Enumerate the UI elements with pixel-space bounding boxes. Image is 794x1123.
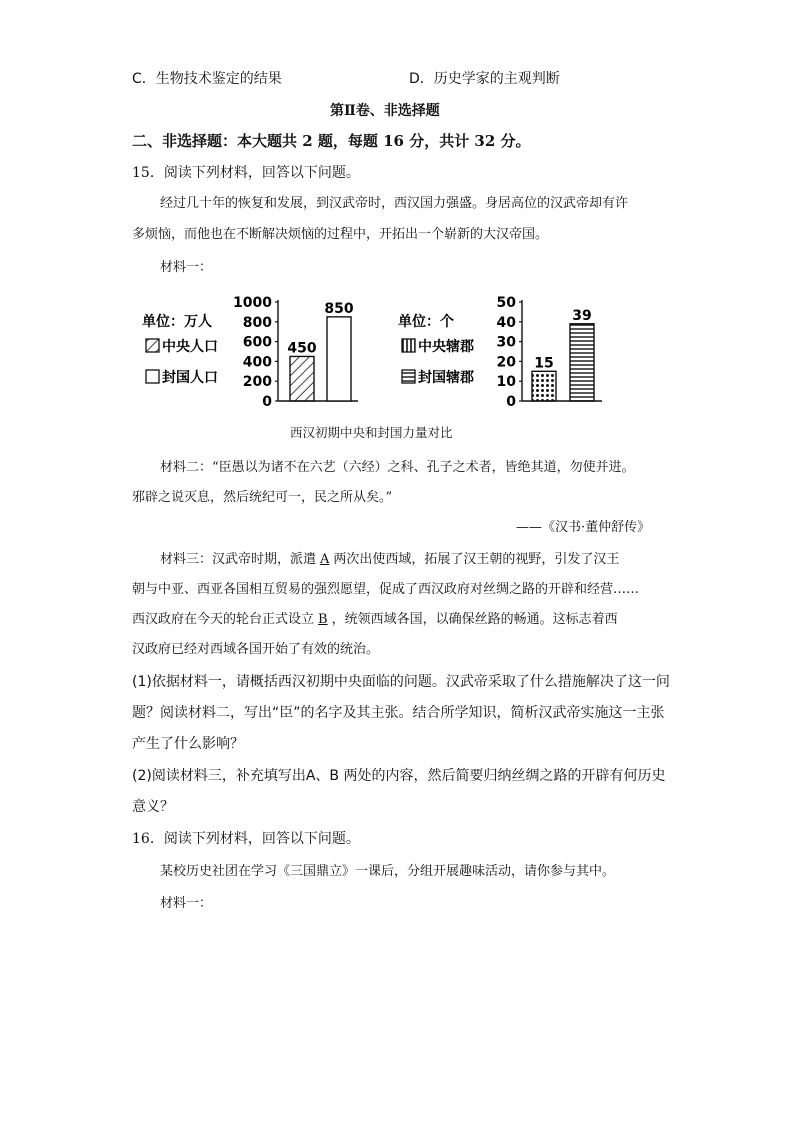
chart1-legend-label: 中央人口 (162, 339, 218, 355)
q16-intro: 某校历史社团在学习《三国鼎立》一课后，分组开展趣味活动，请你参与其中。 (160, 864, 616, 879)
q15-material1-label: 材料一： (160, 260, 213, 275)
chart2-unit-label: 单位：个 (398, 314, 454, 330)
chart2-data-label: 39 (572, 307, 592, 324)
blank-a: A (320, 552, 330, 567)
chart1-unit-label: 单位：万人 (142, 314, 212, 330)
q15-material3-line2: 朝与中亚、西亚各国相互贸易的强烈愿望，促成了西汉政府对丝绸之路的开辟和经营…… (132, 582, 640, 597)
material3-text-a: 材料三：汉武帝时期，派遣 (160, 552, 317, 567)
chart1-data-label: 450 (287, 340, 317, 357)
section-title: 第Ⅱ卷、非选择题 (330, 103, 440, 119)
chart1-bar (327, 317, 351, 401)
chart1-ytick-label: 800 (242, 314, 272, 331)
strength-comparison-chart (130, 288, 630, 418)
chart2-ytick-label: 20 (496, 354, 516, 371)
section-heading: 二、非选择题：本大题共 2 题，每题 16 分，共计 32 分。 (132, 132, 531, 150)
option-d: D．历史学家的主观判断 (409, 71, 560, 87)
chart2-ytick-label: 40 (496, 314, 516, 331)
chart1-legend-swatch (146, 370, 159, 383)
blank-b: B (318, 612, 328, 627)
chart1-data-label: 850 (324, 300, 354, 317)
q16-material1-label: 材料一： (160, 896, 213, 911)
chart2-bar (570, 324, 594, 401)
chart1-ytick-label: 200 (242, 374, 272, 391)
q15-sub1-line3: 产生了什么影响？ (132, 736, 244, 752)
chart1-legend-swatch (146, 339, 159, 352)
chart2-data-label: 15 (534, 355, 554, 372)
q15-intro-line2: 多烦恼，而他也在不断解决烦恼的过程中，开拓出一个崭新的大汉帝国。 (132, 227, 549, 242)
q15-material2-source: ——《汉书·董仲舒传》 (516, 520, 651, 535)
q15-sub2-line1: (2)阅读材料三，补充填写出A、B 两处的内容，然后简要归纳丝绸之路的开辟有何历史 (132, 768, 666, 784)
chart-caption: 西汉初期中央和封国力量对比 (290, 425, 453, 440)
q15-material2-line2: 邪辟之说灭息，然后统纪可一，民之所从矣。” (132, 490, 393, 505)
chart2-legend-swatch (402, 339, 415, 352)
chart1-ytick-label: 1000 (233, 295, 272, 311)
q16-stem: 16．阅读下列材料，回答以下问题。 (132, 831, 360, 847)
q15-material3-line3 (132, 608, 618, 627)
chart1-ytick-label: 600 (242, 334, 272, 351)
material3-text-d: ，统领西域各国，以确保丝路的畅通。这标志着西 (331, 612, 618, 627)
material3-text-c: 西汉政府在今天的轮台正式设立 (132, 612, 315, 627)
q15-sub1-line1: (1)依据材料一，请概括西汉初期中央面临的问题。汉武帝采取了什么措施解决了这一问 (132, 674, 670, 690)
q15-stem: 15．阅读下列材料，回答以下问题。 (132, 165, 360, 181)
option-c: C．生物技术鉴定的结果 (132, 71, 282, 87)
q15-material3-line4: 汉政府已经对西域各国开始了有效的统治。 (132, 642, 380, 657)
q15-sub1-line2: 题？阅读材料二，写出“臣”的名字及其主张。结合所学知识，简析汉武帝实施这一主张 (132, 705, 665, 721)
chart2-legend-swatch (402, 370, 415, 383)
chart2-ytick-label: 50 (496, 295, 516, 311)
material3-text-b: 两次出使西域，拓展了汉王朝的视野，引发了汉王 (333, 552, 620, 567)
q15-material3-line1 (160, 548, 619, 567)
chart2-legend-label: 封国辖郡 (418, 370, 474, 386)
chart2-ytick-label: 30 (496, 334, 516, 351)
q15-sub2-line2: 意义？ (132, 799, 174, 815)
chart2-ytick-label: 0 (506, 394, 516, 410)
chart1-ytick-label: 400 (242, 354, 272, 371)
chart1-legend-label: 封国人口 (162, 370, 218, 386)
chart1-bar (290, 356, 314, 401)
chart2-legend-label: 中央辖郡 (418, 339, 474, 355)
chart2-ytick-label: 10 (496, 374, 516, 391)
chart1-ytick-label: 0 (262, 394, 272, 410)
q15-material2-line1: 材料二：“臣愚以为诸不在六艺（六经）之科、孔子之术者，皆绝其道，勿使并进。 (160, 460, 635, 475)
q15-intro-line1: 经过几十年的恢复和发展，到汉武帝时，西汉国力强盛。身居高位的汉武帝却有许 (160, 196, 629, 211)
chart2-bar (532, 371, 556, 401)
